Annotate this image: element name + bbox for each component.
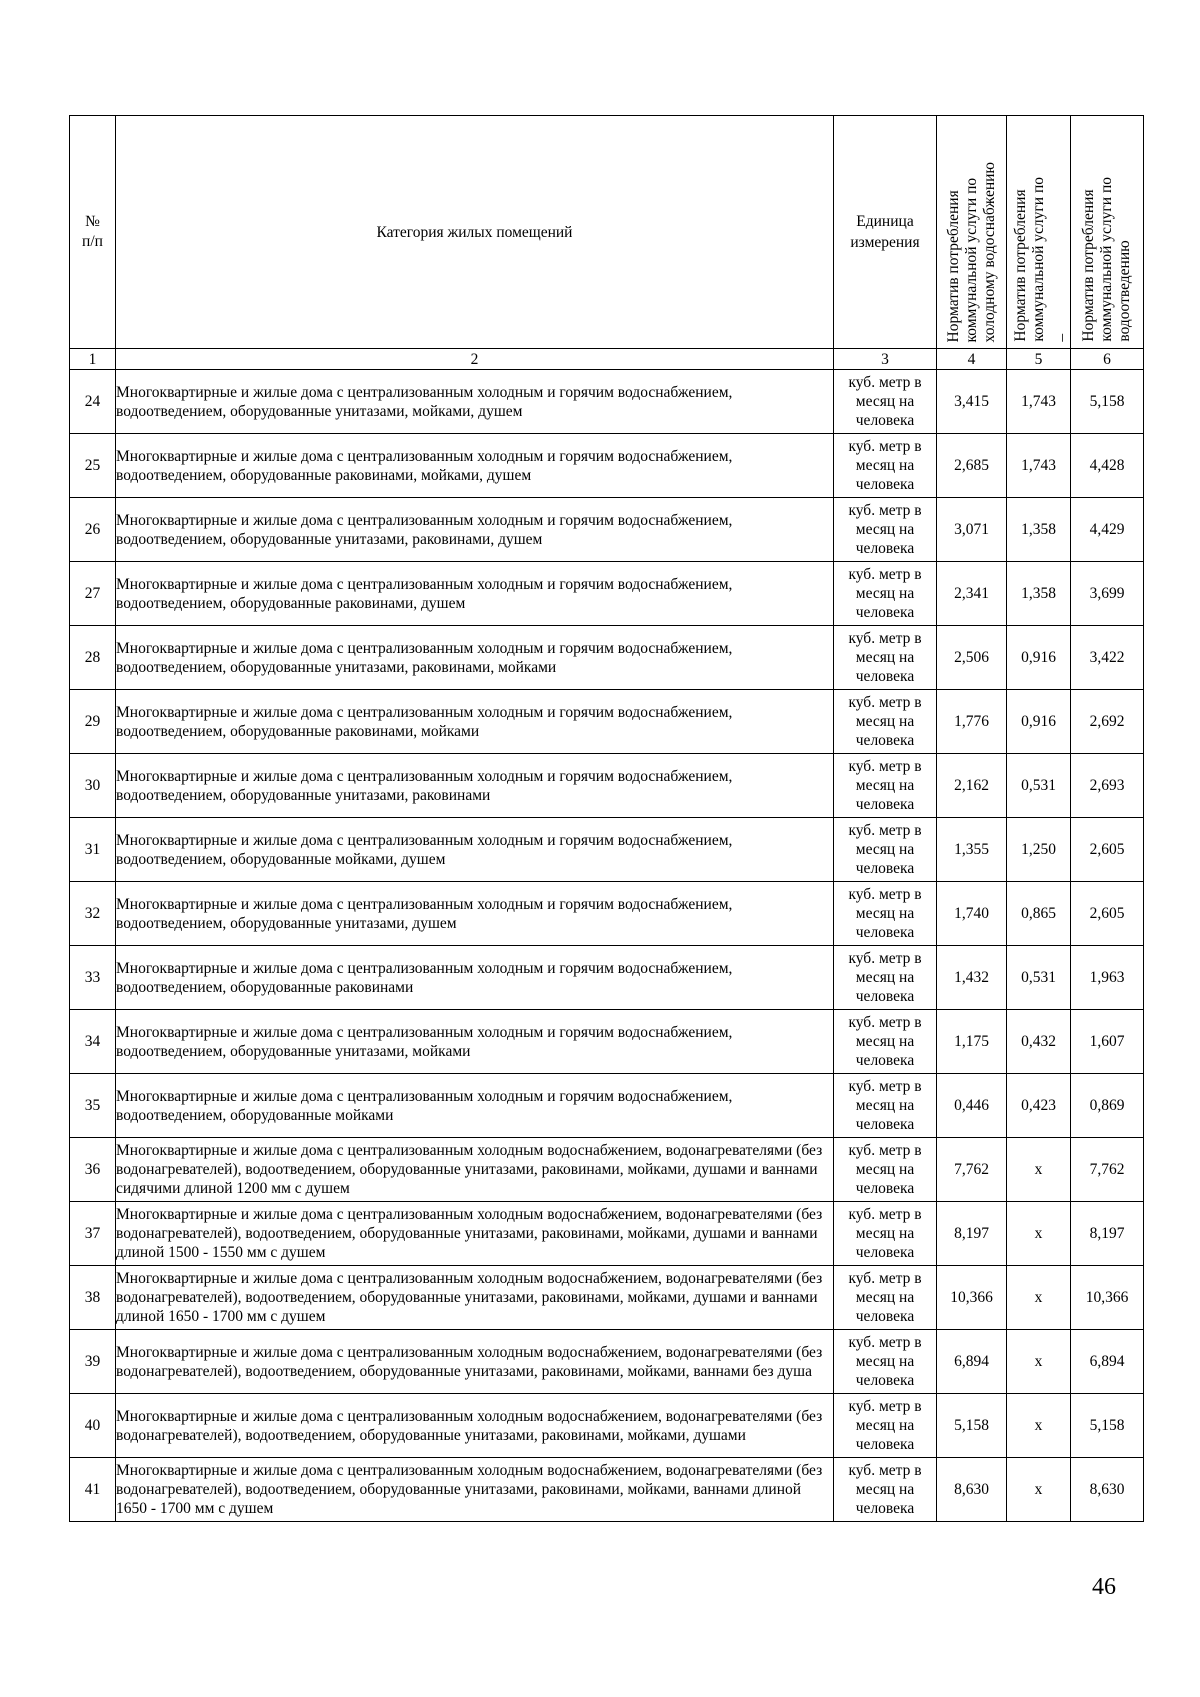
row-drainage-norm: 2,692	[1071, 690, 1144, 754]
row-drainage-norm: 6,894	[1071, 1330, 1144, 1394]
row-number: 40	[70, 1394, 116, 1458]
row-drainage-norm: 3,422	[1071, 626, 1144, 690]
row-number: 25	[70, 434, 116, 498]
norms-table	[69, 115, 1144, 1522]
row-cold-water-norm: 1,175	[937, 1010, 1007, 1074]
column-number: 2	[116, 349, 834, 370]
row-category: Многоквартирные и жилые дома с централизованным холодным и горячим водоснабжением, водоотведением, оборудованные мойками	[116, 1074, 834, 1138]
header-unit: Единица измерения	[834, 116, 937, 349]
row-category: Многоквартирные и жилые дома с централизованным холодным и горячим водоснабжением, водоотведением, оборудованные унитазами, раковинами, мойками	[116, 626, 834, 690]
row-unit: куб. метр в месяц на человека	[834, 1266, 937, 1330]
table-row	[70, 1138, 1144, 1202]
table-row	[70, 1458, 1144, 1522]
header-drainage	[1071, 116, 1144, 349]
table-row	[70, 882, 1144, 946]
row-category: Многоквартирные и жилые дома с централизованным холодным и горячим водоснабжением, водоотведением, оборудованные унитазами, раковинами, душем	[116, 498, 834, 562]
row-number: 26	[70, 498, 116, 562]
table-row	[70, 1394, 1144, 1458]
table-row	[70, 1202, 1144, 1266]
header-cold-water-text: Норматив потребления коммунальной услуги по холодному водоснабжению	[944, 161, 998, 342]
table-row	[70, 818, 1144, 882]
page-number: 46	[1092, 1574, 1116, 1600]
row-cold-water-norm: 8,197	[937, 1202, 1007, 1266]
row-cold-water-norm: 0,446	[937, 1074, 1007, 1138]
row-category: Многоквартирные и жилые дома с централизованным холодным водоснабжением, водонагревателями (без водонагревателей), водоотведением, оборудованные унитазами, раковинами, мойками, душами и ваннами длиной 1650 - 1700 мм с душем	[116, 1266, 834, 1330]
row-unit: куб. метр в месяц на человека	[834, 434, 937, 498]
table-row	[70, 1074, 1144, 1138]
row-cold-water-norm: 5,158	[937, 1394, 1007, 1458]
row-unit: куб. метр в месяц на человека	[834, 1458, 937, 1522]
row-drainage-norm: 1,607	[1071, 1010, 1144, 1074]
row-cold-water-norm: 2,685	[937, 434, 1007, 498]
header-drainage-text: Норматив потребления коммунальной услуги по водоотведению	[1080, 177, 1133, 342]
row-unit: куб. метр в месяц на человека	[834, 1394, 937, 1458]
row-number: 30	[70, 754, 116, 818]
row-hot-water-norm: 1,358	[1007, 498, 1071, 562]
row-unit: куб. метр в месяц на человека	[834, 818, 937, 882]
column-number: 1	[70, 349, 116, 370]
row-unit: куб. метр в месяц на человека	[834, 946, 937, 1010]
row-number: 37	[70, 1202, 116, 1266]
row-drainage-norm: 0,869	[1071, 1074, 1144, 1138]
row-number: 28	[70, 626, 116, 690]
column-number: 5	[1007, 349, 1071, 370]
row-hot-water-norm: 1,358	[1007, 562, 1071, 626]
row-cold-water-norm: 3,071	[937, 498, 1007, 562]
row-hot-water-norm: 1,743	[1007, 370, 1071, 434]
row-cold-water-norm: 1,740	[937, 882, 1007, 946]
header-hot-water	[1007, 116, 1071, 349]
row-number: 31	[70, 818, 116, 882]
row-category: Многоквартирные и жилые дома с централизованным холодным и горячим водоснабжением, водоотведением, оборудованные раковинами, мойками, душем	[116, 434, 834, 498]
row-category: Многоквартирные и жилые дома с централизованным холодным и горячим водоснабжением, водоотведением, оборудованные раковинами, душем	[116, 562, 834, 626]
row-unit: куб. метр в месяц на человека	[834, 498, 937, 562]
row-unit: куб. метр в месяц на человека	[834, 626, 937, 690]
row-hot-water-norm: х	[1007, 1266, 1071, 1330]
row-category: Многоквартирные и жилые дома с централизованным холодным и горячим водоснабжением, водоотведением, оборудованные раковинами	[116, 946, 834, 1010]
row-cold-water-norm: 3,415	[937, 370, 1007, 434]
header-cold-water	[937, 116, 1007, 349]
row-hot-water-norm: 1,250	[1007, 818, 1071, 882]
header-hot-water-text: Норматив потребления коммунальной услуги по _	[1011, 177, 1065, 342]
table-row	[70, 1266, 1144, 1330]
row-unit: куб. метр в месяц на человека	[834, 690, 937, 754]
table-row	[70, 626, 1144, 690]
row-unit: куб. метр в месяц на человека	[834, 1074, 937, 1138]
row-number: 33	[70, 946, 116, 1010]
row-category: Многоквартирные и жилые дома с централизованным холодным водоснабжением, водонагревателями (без водонагревателей), водоотведением, оборудованные унитазами, раковинами, мойками, душами	[116, 1394, 834, 1458]
row-category: Многоквартирные и жилые дома с централизованным холодным водоснабжением, водонагревателями (без водонагревателей), водоотведением, оборудованные унитазами, раковинами, мойками, душами и ваннами длиной 1500 - 1550 мм с душем	[116, 1202, 834, 1266]
row-category: Многоквартирные и жилые дома с централизованным холодным и горячим водоснабжением, водоотведением, оборудованные унитазами, душем	[116, 882, 834, 946]
row-unit: куб. метр в месяц на человека	[834, 1202, 937, 1266]
table-body	[70, 370, 1144, 1522]
row-hot-water-norm: х	[1007, 1458, 1071, 1522]
row-category: Многоквартирные и жилые дома с централизованным холодным водоснабжением, водонагревателями (без водонагревателей), водоотведением, оборудованные унитазами, раковинами, мойками, душами и ваннами сидячими длиной 1200 мм с душем	[116, 1138, 834, 1202]
row-number: 41	[70, 1458, 116, 1522]
table-row	[70, 562, 1144, 626]
row-unit: куб. метр в месяц на человека	[834, 1138, 937, 1202]
row-category: Многоквартирные и жилые дома с централизованным холодным и горячим водоснабжением, водоотведением, оборудованные унитазами, мойками, душем	[116, 370, 834, 434]
row-unit: куб. метр в месяц на человека	[834, 754, 937, 818]
row-unit: куб. метр в месяц на человека	[834, 370, 937, 434]
row-cold-water-norm: 1,355	[937, 818, 1007, 882]
row-drainage-norm: 4,429	[1071, 498, 1144, 562]
row-drainage-norm: 5,158	[1071, 370, 1144, 434]
table-row	[70, 754, 1144, 818]
row-cold-water-norm: 2,341	[937, 562, 1007, 626]
row-cold-water-norm: 10,366	[937, 1266, 1007, 1330]
row-drainage-norm: 1,963	[1071, 946, 1144, 1010]
row-hot-water-norm: 1,743	[1007, 434, 1071, 498]
row-hot-water-norm: 0,865	[1007, 882, 1071, 946]
row-number: 27	[70, 562, 116, 626]
row-drainage-norm: 4,428	[1071, 434, 1144, 498]
row-cold-water-norm: 6,894	[937, 1330, 1007, 1394]
row-unit: куб. метр в месяц на человека	[834, 1330, 937, 1394]
row-cold-water-norm: 2,506	[937, 626, 1007, 690]
column-number: 4	[937, 349, 1007, 370]
table-row	[70, 434, 1144, 498]
row-hot-water-norm: 0,423	[1007, 1074, 1071, 1138]
row-drainage-norm: 10,366	[1071, 1266, 1144, 1330]
row-category: Многоквартирные и жилые дома с централизованным холодным и горячим водоснабжением, водоотведением, оборудованные раковинами, мойками	[116, 690, 834, 754]
table-row	[70, 498, 1144, 562]
row-unit: куб. метр в месяц на человека	[834, 562, 937, 626]
row-hot-water-norm: х	[1007, 1138, 1071, 1202]
table-row	[70, 370, 1144, 434]
row-drainage-norm: 5,158	[1071, 1394, 1144, 1458]
row-unit: куб. метр в месяц на человека	[834, 882, 937, 946]
row-hot-water-norm: 0,916	[1007, 626, 1071, 690]
row-hot-water-norm: х	[1007, 1202, 1071, 1266]
row-drainage-norm: 3,699	[1071, 562, 1144, 626]
row-cold-water-norm: 1,432	[937, 946, 1007, 1010]
row-category: Многоквартирные и жилые дома с централизованным холодным и горячим водоснабжением, водоотведением, оборудованные унитазами, раковинами	[116, 754, 834, 818]
column-number: 3	[834, 349, 937, 370]
row-drainage-norm: 2,693	[1071, 754, 1144, 818]
row-cold-water-norm: 8,630	[937, 1458, 1007, 1522]
table-row	[70, 1010, 1144, 1074]
row-drainage-norm: 2,605	[1071, 882, 1144, 946]
row-hot-water-norm: 0,531	[1007, 754, 1071, 818]
row-hot-water-norm: 0,916	[1007, 690, 1071, 754]
row-category: Многоквартирные и жилые дома с централизованным холодным и горячим водоснабжением, водоотведением, оборудованные унитазами, мойками	[116, 1010, 834, 1074]
row-drainage-norm: 8,630	[1071, 1458, 1144, 1522]
header-category: Категория жилых помещений	[116, 116, 834, 349]
row-drainage-norm: 2,605	[1071, 818, 1144, 882]
header-num: № п/п	[70, 116, 116, 349]
row-number: 36	[70, 1138, 116, 1202]
row-hot-water-norm: 0,432	[1007, 1010, 1071, 1074]
row-category: Многоквартирные и жилые дома с централизованным холодным водоснабжением, водонагревателями (без водонагревателей), водоотведением, оборудованные унитазами, раковинами, мойками, ваннами длиной 1650 - 1700 мм с душем	[116, 1458, 834, 1522]
column-number: 6	[1071, 349, 1144, 370]
row-number: 39	[70, 1330, 116, 1394]
row-hot-water-norm: х	[1007, 1330, 1071, 1394]
row-cold-water-norm: 7,762	[937, 1138, 1007, 1202]
table-row	[70, 690, 1144, 754]
row-hot-water-norm: х	[1007, 1394, 1071, 1458]
table-row	[70, 946, 1144, 1010]
row-number: 24	[70, 370, 116, 434]
table-row	[70, 1330, 1144, 1394]
row-drainage-norm: 8,197	[1071, 1202, 1144, 1266]
row-number: 38	[70, 1266, 116, 1330]
row-cold-water-norm: 1,776	[937, 690, 1007, 754]
row-number: 29	[70, 690, 116, 754]
row-category: Многоквартирные и жилые дома с централизованным холодным и горячим водоснабжением, водоотведением, оборудованные мойками, душем	[116, 818, 834, 882]
row-cold-water-norm: 2,162	[937, 754, 1007, 818]
row-number: 34	[70, 1010, 116, 1074]
table-header-row	[70, 116, 1144, 349]
row-unit: куб. метр в месяц на человека	[834, 1010, 937, 1074]
row-drainage-norm: 7,762	[1071, 1138, 1144, 1202]
row-hot-water-norm: 0,531	[1007, 946, 1071, 1010]
column-number-row	[70, 349, 1144, 370]
row-number: 32	[70, 882, 116, 946]
row-number: 35	[70, 1074, 116, 1138]
row-category: Многоквартирные и жилые дома с централизованным холодным водоснабжением, водонагревателями (без водонагревателей), водоотведением, оборудованные унитазами, раковинами, мойками, ваннами без душа	[116, 1330, 834, 1394]
